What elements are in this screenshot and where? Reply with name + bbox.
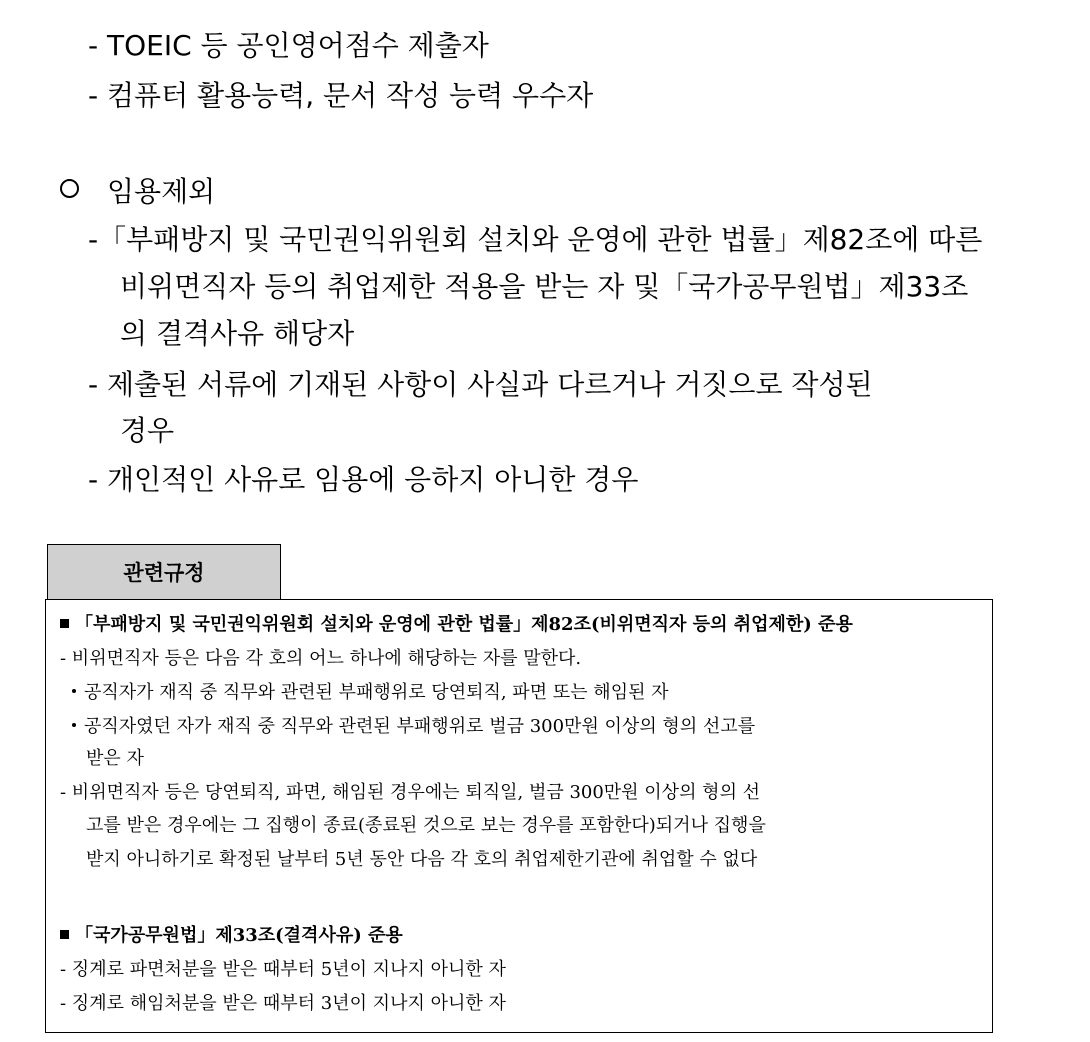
regulation-bullet: [72, 712, 755, 738]
square-bullet-icon: [60, 930, 69, 939]
regulation-title-text: 「부패방지 및 국민권익위원회 설치와 운영에 관한 법률」제82조(비위면직자 등의 취업제한) 준용: [75, 614, 853, 635]
regulation-bullet: [72, 678, 669, 704]
dot-bullet-icon: [72, 689, 76, 693]
regulation-line: - 비위면직자 등은 다음 각 호의 어느 하나에 해당하는 자를 말한다.: [60, 648, 582, 669]
dot-bullet-icon: [72, 723, 76, 727]
exclusion-item-line: - 제출된 서류에 기재된 사항이 사실과 다르거나 거짓으로 작성된: [88, 368, 873, 401]
exclusion-item-line: 의 결격사유 해당자: [120, 317, 355, 350]
regulations-tab-label: 관련규정: [123, 561, 205, 585]
exclusion-heading: 임용제외: [107, 175, 216, 208]
regulation-line: - 징계로 파면처분을 받은 때부터 5년이 지나지 아니한 자: [60, 959, 506, 980]
exclusion-item-line: -「부패방지 및 국민권익위원회 설치와 운영에 관한 법률」제82조에 따른: [88, 223, 983, 256]
circle-bullet-icon: [60, 179, 79, 198]
qualification-item: - 컴퓨터 활용능력, 문서 작성 능력 우수자: [88, 79, 594, 112]
exclusion-item-line: 비위면직자 등의 취업제한 적용을 받는 자 및「국가공무원법」제33조: [120, 270, 969, 303]
exclusion-item-line: - 개인적인 사유로 임용에 응하지 아니한 경우: [88, 463, 639, 496]
regulation-bullet-text: 공직자였던 자가 재직 중 직무와 관련된 부패행위로 벌금 300만원 이상의 형의 선고를: [84, 716, 756, 737]
regulation-line: - 비위면직자 등은 당연퇴직, 파면, 해임된 경우에는 퇴직일, 벌금 300만원 이상의 형의 선: [60, 782, 761, 803]
regulations-tab: [47, 544, 281, 599]
regulations-box: [45, 599, 993, 1033]
qualification-item: - TOEIC 등 공인영어점수 제출자: [88, 29, 489, 62]
regulation-title: [60, 610, 853, 636]
regulation-title-text: 「국가공무원법」제33조(결격사유) 준용: [75, 925, 403, 946]
regulation-bullet-text: 공직자가 재직 중 직무와 관련된 부패행위로 당연퇴직, 파면 또는 해임된 자: [84, 682, 669, 703]
regulation-line: 받지 아니하기로 확정된 날부터 5년 동안 다음 각 호의 취업제한기관에 취업할 수 없다: [86, 849, 758, 870]
regulation-line: 받은 자: [86, 748, 144, 769]
exclusion-item-line: 경우: [120, 414, 175, 447]
regulation-line: - 징계로 해임처분을 받은 때부터 3년이 지나지 아니한 자: [60, 993, 506, 1014]
regulation-title: [60, 921, 403, 947]
square-bullet-icon: [60, 619, 69, 628]
regulation-line: 고를 받은 경우에는 그 집행이 종료(종료된 것으로 보는 경우를 포함한다)되거나 집행을: [86, 815, 766, 836]
